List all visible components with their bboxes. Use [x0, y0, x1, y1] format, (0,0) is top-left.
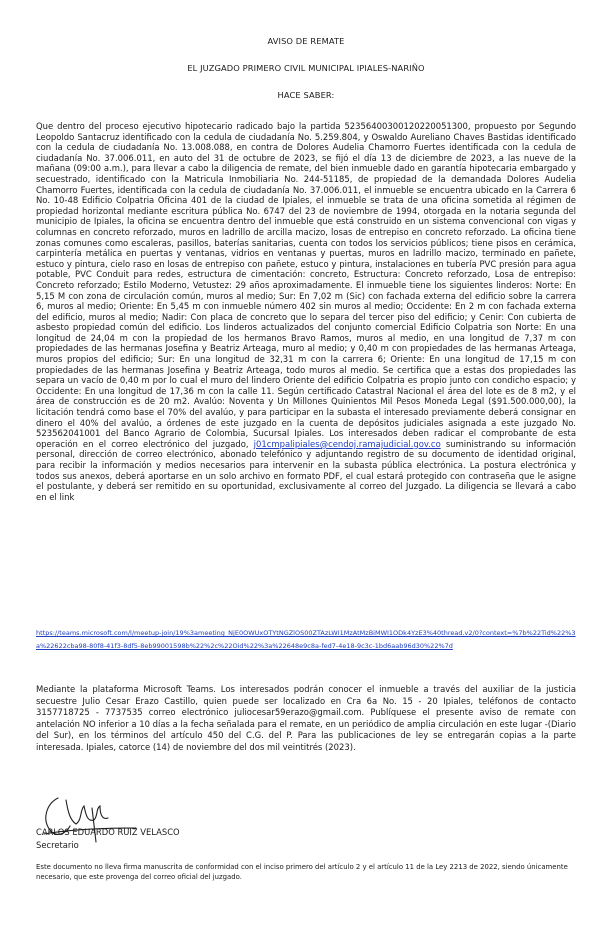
notice-body	[36, 121, 576, 502]
body-paragraph-part1: Que dentro del proceso ejecutivo hipotecario radicado bajo la partida 5235640030012022005​1300, propuesto por Segundo Leopoldo Santacruz identificado con la cedula de ciudadanía No. 5.259.804, y Oswaldo Aureliano Chaves Bastidas identificado con la cedula de ciudadanía No. 13.008.088, en contra de Dolores Audelia Chamorro Fuertes identificada con la cedula de ciudadanía No. 37.006.011, en auto del 31 de octubre de 2023, se fijó el día 13 de diciembre de 2023, a las nueve de la mañana (09:00 a.m.), para llevar a cabo la diligencia de remate, del bien inmueble dado en garantía hipotecaria embargado y secuestrado, identificado con la Matricula Inmobiliaria No. 244-51185, de propiedad de la demandada Dolores Audelia Chamorro Fuertes, identificada con la cedula de ciudadanía No. 37.006.011, el inmueble se encuentra ubicado en la Carrera 6 No. 10-48 Edificio Colpatria Oficina 401 de la ciudad de Ipiales, el inmueble se trata de una oficina sometida al régimen de propiedad horizontal mediante escritura pública No. 6747 del 23 de noviembre de 1994, otorgada en la notaria segunda del municipio de Ipiales, la oficina se encuentra dentro del inmueble que está construido en un sistema convencional con vigas y columnas en concreto reforzado, muros en ladrillo de arcilla macizo, losas de entrepiso en concreto reforzado. La oficina tiene zonas comunes como escaleras, pasillos, baterías sanitarias, cuenta con todos los servicios públicos; tiene pisos en cerámica, carpintería metálica en puertas y ventanas, vidrios en ventanas y puertas, muros en ladrillo macizo, terminado en pañete, estuco y pintura, cielo raso en losas de entrepiso con pañete, estuco y pintura, instalaciones en tubería PVC presión para agua potable, PVC Conduit para redes, estructura de cimentación: concreto, Estructura: Concreto reforzado, Losa de entrepiso: Concreto reforzado; Estilo Moderno, Vetustez: 29 años aproximadamente. El inmueble tiene los siguientes linderos: Norte: En 5,15 M con zona de circulación común, muros al medio; Sur: En 7,02 m (Sic) con fachada externa del edificio sobre la carrera 6, muros al medio; Oriente: En 5,45 m con inmueble número 402 sin muros al medio; Occidente: En 2 m con fachada externa del edificio, muros al medio; Nadir: Con placa de concreto que lo separa del tercer piso del edificio; y Cenir: Con cubierta de asbesto propiedad común del edificio. Los linderos actualizados del conjunto comercial Edificio Colpatria son Norte: En una longitud de 24,04 m con la propiedad de los hermanos Bravo Ramos, muros al medio, en una longitud de 7,37 m con propiedades de las hermanas Josefina y Beatriz Arteaga, muro al medio; y 0,40 m con propiedades de las hermanas Arteaga, muros propios del edificio; Sur: En una longitud de 32,31 m con la carrera 6; Oriente: En una longitud de 17,15 m con propiedades de las hermanas Josefina y Beatriz Arteaga, todo muros al medio. Se certifica que a estas dos propiedades las separa un vacío de 0,40 m por lo cual el muro del lindero Oriente del edificio Colpatria es propio junto con condicho espacio; y Occidente: En una longitud de 17,36 m con la calle 11. Según certificado Catastral Nacional el área del lote es de 8 m2, y el área de construcción es de 20 m2. Avalúo: Noventa y Un Millones Quinientos Mil Pesos Moneda Legal ($91.500.000,00), la licitación tendrá como base el 70% del avalúo, y para participar en la subasta el interesado previamente deberá consignar en dinero el 40% del avalúo, a órdenes de este juzgado en la cuenta de depósitos judiciales asignada a este juzgado No. 523562041001 del Banco Agrario de Colombia, Sucursal Ipiales. Los interesados deben radicar el comprobante de esta operación en el correo electrónico del juzgado,	[36, 121, 576, 449]
court-email-link[interactable]: j01cmpalipiales@cendoj.ramajudicial.gov.co	[253, 438, 441, 449]
legal-footnote: Este documento no lleva firma manuscrita de conformidad con el inciso primero del artículo 2 y el artículo 11 de la Ley 2213 de 2022, siendo únicamente necesario, que este provenga del correo oficial del juzgado.	[36, 863, 568, 881]
body-paragraph-part2: suministrando su información personal, dirección de correo electrónico, abonado telefónico y adjuntando registro de su documento de identidad original, para recibir la información y medios necesarios para intervenir en la subasta pública electrónica. La postura electrónica y todos sus anexos, deberá aportarse en un solo archivo en formato PDF, el cual estará protegido con contraseña que le asigne el postulante, y deberá ser remitido en su oportunidad, exclusivamente al correo del Juzgado. La diligencia se llevará a cabo en el link	[36, 438, 576, 502]
teams-meeting-link[interactable]: https://teams.microsoft.com/l/meetup-join/19%3ameeting_NjE0OWUxOTYtNGZlOS00ZTAzLWI1MzAtMzBiMWI1ODk4YzE3%40thread.v2/0?context=%7b%22Tid%22%3a%22622cba98-80f8-41f3-8df5-8eb99001598b%22%2c%22Oid%22%3a%22648e9c8a-fed7-4e18-9c3c-1bd6aab96d30%22%7d	[36, 629, 576, 650]
notice-body-closing: Mediante la plataforma Microsoft Teams. Los interesados podrán conocer el inmueble a través del auxiliar de la justicia secuestre Julio Cesar Erazo Castillo, quien puede ser localizado en Cra 6a No. 15 - 20 Ipiales, teléfonos de contacto 3157718725 - 7737535 correo electrónico juliocesar59erazo@gmail.com. Publíquese el presente aviso de remate con antelación NO inferior a 10 días a la fecha señalada para el remate, en un periódico de amplia circulación en este lugar -(Diario del Sur), en los términos del artículo 450 del C.G. del P. Para las publicaciones de ley se entregarán copias a la parte interesada. Ipiales, catorce (14) de noviembre del dos mil veintitrés (2023).	[36, 684, 576, 752]
signer-name: CARLOS EDUARDO RUIZ VELASCO	[36, 827, 180, 837]
court-name: EL JUZGADO PRIMERO CIVIL MUNICIPAL IPIALES-NARIÑO	[187, 63, 425, 73]
notice-subtitle: HACE SABER:	[277, 90, 335, 100]
signer-role: Secretario	[36, 840, 79, 850]
notice-title: AVISO DE REMATE	[267, 36, 345, 46]
